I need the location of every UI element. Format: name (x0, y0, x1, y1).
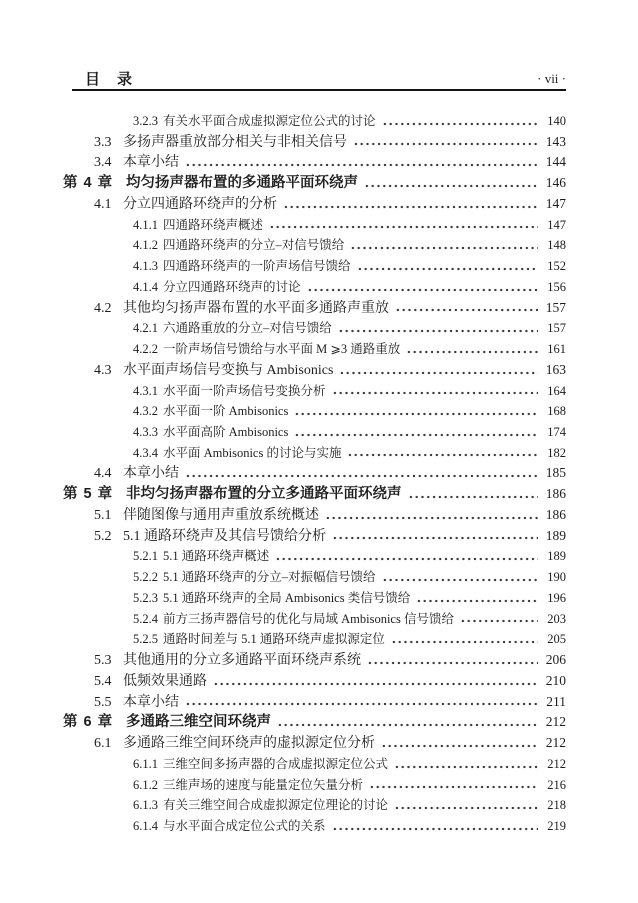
dot-leader (185, 162, 538, 168)
dot-leader (394, 764, 538, 770)
dot-leader (416, 598, 538, 604)
toc-entry-title: 多通路三维空间环绕声 (126, 714, 271, 731)
dot-leader (460, 618, 538, 624)
toc-entry-page: 218 (547, 798, 566, 813)
toc-entry-title: 四通路环绕声的分立–对信号馈给 (163, 238, 345, 253)
toc-entry-number: 3.2.3 (133, 114, 158, 128)
toc-entry-number: 6.1.4 (133, 818, 158, 833)
dot-leader (294, 411, 538, 417)
toc-entry-page: 147 (545, 195, 566, 211)
toc-entry (133, 588, 566, 609)
toc-entry-number: 4.1.4 (133, 279, 158, 294)
toc-entry (133, 318, 566, 339)
toc-entry (133, 339, 566, 360)
toc-entry-number: 6.1 (94, 736, 112, 752)
toc-entry-page: 146 (545, 175, 566, 191)
toc-entry-title: 多扬声器重放部分相关与非相关信号 (123, 134, 347, 150)
dot-leader (294, 432, 538, 438)
toc-entry (133, 111, 566, 132)
toc-entry-page: 186 (545, 486, 566, 502)
toc-entry-page: 168 (547, 404, 566, 419)
toc-entry-title: 非均匀扬声器布置的分立多通路平面环绕声 (126, 486, 402, 503)
toc-entry-page: 148 (547, 238, 566, 253)
dot-leader (364, 183, 538, 189)
toc-entry-page: 152 (547, 259, 566, 274)
toc-entry-title: 5.1 通路环绕声概述 (163, 549, 270, 564)
toc-entry-title: 分立四通路环绕声的分析 (123, 196, 277, 212)
dot-leader (283, 204, 538, 210)
dot-leader (325, 515, 538, 521)
toc-entry-title: 本章小结 (123, 694, 179, 710)
toc-entry (133, 775, 566, 796)
toc-entry-number: 5.2.2 (133, 570, 158, 585)
toc-entry-page: 203 (547, 611, 566, 626)
dot-leader (353, 141, 538, 147)
toc-entry-number: 4.3.2 (133, 404, 158, 419)
toc-entry-number: 5.2 (94, 528, 112, 544)
toc-entry-number: 6.1.1 (133, 756, 158, 771)
toc-entry-number: 5.3 (94, 653, 112, 669)
toc-entry-page: 157 (545, 299, 566, 315)
toc-entry-number: 第 6 章 (63, 714, 114, 731)
page-title: 目 录 (85, 72, 134, 88)
toc-entry-number: 4.2.1 (133, 321, 158, 336)
toc-entry-title: 一阶声场信号馈给与水平面 M ⩾3 通路重放 (163, 342, 401, 357)
toc-entry-title: 水平面一阶 Ambisonics (163, 404, 289, 419)
toc-entry-page: 185 (545, 465, 566, 481)
toc-entry-title: 伴随图像与通用声重放系统概述 (123, 507, 319, 523)
dot-leader (391, 639, 538, 645)
toc-entry-page: 205 (547, 632, 566, 647)
toc-entry-number: 4.3 (94, 362, 112, 378)
toc-entry-title: 通路时间差与 5.1 通路环绕声虚拟源定位 (163, 632, 385, 647)
toc-entry-number: 3.3 (94, 134, 112, 150)
toc-entry-page: 140 (547, 114, 566, 128)
toc-entry-number: 4.3.4 (133, 445, 158, 460)
toc-entry-number: 5.2.4 (133, 611, 158, 626)
toc-entry-number: 5.2.1 (133, 549, 158, 564)
dot-leader (408, 494, 539, 500)
toc-entry-page: 189 (545, 527, 566, 543)
toc-entry-number: 4.1.2 (133, 238, 158, 253)
dot-leader (277, 722, 538, 728)
toc-entry-title: 三维声场的速度与能量定位矢量分析 (163, 777, 364, 792)
toc-entry-number: 4.3.3 (133, 425, 158, 440)
toc-entry (94, 650, 566, 671)
dot-leader (338, 328, 538, 334)
toc-entry-title: 多通路三维空间环绕声的虚拟源定位分析 (123, 736, 375, 752)
toc-entry (94, 194, 566, 215)
page-number: · vii · (537, 71, 566, 86)
dot-leader (332, 535, 538, 541)
toc-entry-page: 182 (547, 445, 566, 460)
toc-entry-title: 5.1 通路环绕声的分立–对振幅信号馈给 (163, 570, 376, 585)
toc-entry (133, 795, 566, 816)
toc-entry-title: 均匀扬声器布置的多通路平面环绕声 (126, 175, 358, 192)
toc-entry-number: 3.4 (94, 155, 112, 171)
toc-entry-title: 水平面一阶声场信号变换分析 (163, 383, 326, 398)
toc-entry (94, 671, 566, 692)
toc-entry-title: 其他通用的分立多通路平面环绕声系统 (123, 653, 361, 669)
toc-entry-number: 5.4 (94, 673, 112, 689)
toc-entry-number: 6.1.3 (133, 798, 158, 813)
toc-entry-page: 190 (547, 570, 566, 585)
toc-entry-number: 4.2.2 (133, 342, 158, 357)
toc-entry-title: 本章小结 (123, 155, 179, 171)
dot-leader (269, 224, 538, 230)
toc-entry-number: 4.1 (94, 196, 112, 212)
toc-entry (133, 546, 566, 567)
dot-leader (307, 287, 538, 293)
toc-entry-title: 前方三扬声器信号的优化与局域 Ambisonics 信号馈给 (163, 611, 454, 626)
toc-entry-title: 低频效果通路 (123, 673, 207, 689)
dot-leader (339, 370, 538, 376)
toc-entry-page: 212 (545, 714, 566, 730)
toc-entry-title: 四通路环绕声概述 (163, 217, 264, 232)
toc-entry-page: 211 (546, 693, 566, 709)
toc-entry-page: 161 (547, 342, 566, 357)
toc-entry-title: 四通路环绕声的一阶声场信号馈给 (163, 259, 351, 274)
toc-entry (94, 463, 566, 484)
dot-leader (213, 681, 538, 687)
toc-entry (94, 526, 566, 547)
toc-entry (94, 298, 566, 319)
toc-entry (133, 381, 566, 402)
toc-entry-title: 水平面声场信号变换与 Ambisonics (123, 362, 334, 378)
toc-entry-page: 219 (547, 818, 566, 833)
toc-entry (63, 712, 566, 733)
header-rule (72, 89, 566, 91)
dot-leader (275, 556, 538, 562)
dot-leader (382, 577, 538, 583)
dot-leader (381, 743, 538, 749)
toc-entry-title: 有关水平面合成虚拟源定位公式的讨论 (163, 114, 376, 128)
toc-entry-page: 206 (545, 652, 566, 668)
toc-entry-page: 156 (547, 279, 566, 294)
toc-entry-title: 本章小结 (123, 466, 179, 482)
toc-entry-number: 4.4 (94, 466, 112, 482)
toc-entry-page: 186 (545, 506, 566, 522)
toc-entry-number: 4.2 (94, 300, 112, 316)
dot-leader (332, 390, 538, 396)
toc-entry-title: 水平面 Ambisonics 的讨论与实施 (163, 445, 342, 460)
dot-leader (357, 266, 538, 272)
toc-entry-title: 5.1 通路环绕声及其信号馈给分析 (123, 528, 326, 544)
toc-entry-page: 196 (547, 590, 566, 605)
toc-entry-title: 分立四通路环绕声的讨论 (163, 279, 301, 294)
dot-leader (395, 307, 538, 313)
toc-entry-number: 4.3.1 (133, 383, 158, 398)
toc-entry-page: 147 (547, 217, 566, 232)
toc-entry-page: 143 (545, 133, 566, 149)
toc-entry-number: 5.2.3 (133, 590, 158, 605)
toc-entry (94, 505, 566, 526)
dot-leader (369, 784, 538, 790)
toc-entry-number: 4.1.3 (133, 259, 158, 274)
toc-entry (94, 360, 566, 381)
toc-entry-page: 210 (545, 672, 566, 688)
toc-entry (133, 277, 566, 298)
toc-entry (133, 215, 566, 236)
toc-entry-title: 有关三维空间合成虚拟源定位理论的讨论 (163, 798, 389, 813)
toc-entry-page: 189 (547, 549, 566, 564)
toc-entry-page: 174 (547, 425, 566, 440)
toc-entry (133, 443, 566, 464)
toc-entry (133, 629, 566, 650)
toc-entry-page: 212 (545, 735, 566, 751)
dot-leader (406, 349, 538, 355)
toc-entry (133, 816, 566, 837)
toc-entry-page: 157 (547, 321, 566, 336)
dot-leader (347, 452, 538, 458)
toc-entry-number: 5.2.5 (133, 632, 158, 647)
toc-entry (94, 692, 566, 713)
toc-entry-page: 216 (547, 777, 566, 792)
toc-entry-number: 4.1.1 (133, 217, 158, 232)
dot-leader (367, 660, 538, 666)
toc-entry (133, 422, 566, 443)
toc-entry (133, 567, 566, 588)
toc-entry (133, 401, 566, 422)
toc-entry-number: 6.1.2 (133, 777, 158, 792)
toc-entry (133, 754, 566, 775)
toc-entry (133, 235, 566, 256)
toc-entry (133, 609, 566, 630)
toc-entry (94, 132, 566, 153)
toc-entry-number: 5.1 (94, 507, 112, 523)
toc-entry (94, 733, 566, 754)
dot-leader (394, 805, 538, 811)
toc-entry-page: 163 (545, 361, 566, 377)
dot-leader (382, 121, 538, 127)
toc-entry (133, 256, 566, 277)
toc-entry-title: 5.1 通路环绕声的全局 Ambisonics 类信号馈给 (163, 590, 411, 605)
toc-entry-number: 第 4 章 (63, 175, 114, 192)
dot-leader (350, 245, 538, 251)
toc-entry-title: 其他均匀扬声器布置的水平面多通路声重放 (123, 300, 389, 316)
toc-entry-title: 六通路重放的分立–对信号馈给 (163, 321, 332, 336)
toc-entry-title: 三维空间多扬声器的合成虚拟源定位公式 (163, 756, 389, 771)
toc-entry (63, 484, 566, 505)
toc-entry-title: 与水平面合成定位公式的关系 (163, 818, 326, 833)
toc-entry (63, 173, 566, 194)
toc-entry-number: 5.5 (94, 694, 112, 710)
dot-leader (185, 473, 538, 479)
toc-entry-page: 144 (545, 154, 566, 170)
dot-leader (332, 826, 538, 832)
toc-entry-page: 212 (547, 756, 566, 771)
table-of-contents (63, 111, 566, 837)
toc-entry (94, 152, 566, 173)
toc-entry-title: 水平面高阶 Ambisonics (163, 425, 289, 440)
toc-entry-page: 164 (547, 383, 566, 398)
toc-entry-number: 第 5 章 (63, 486, 114, 503)
dot-leader (185, 701, 538, 707)
